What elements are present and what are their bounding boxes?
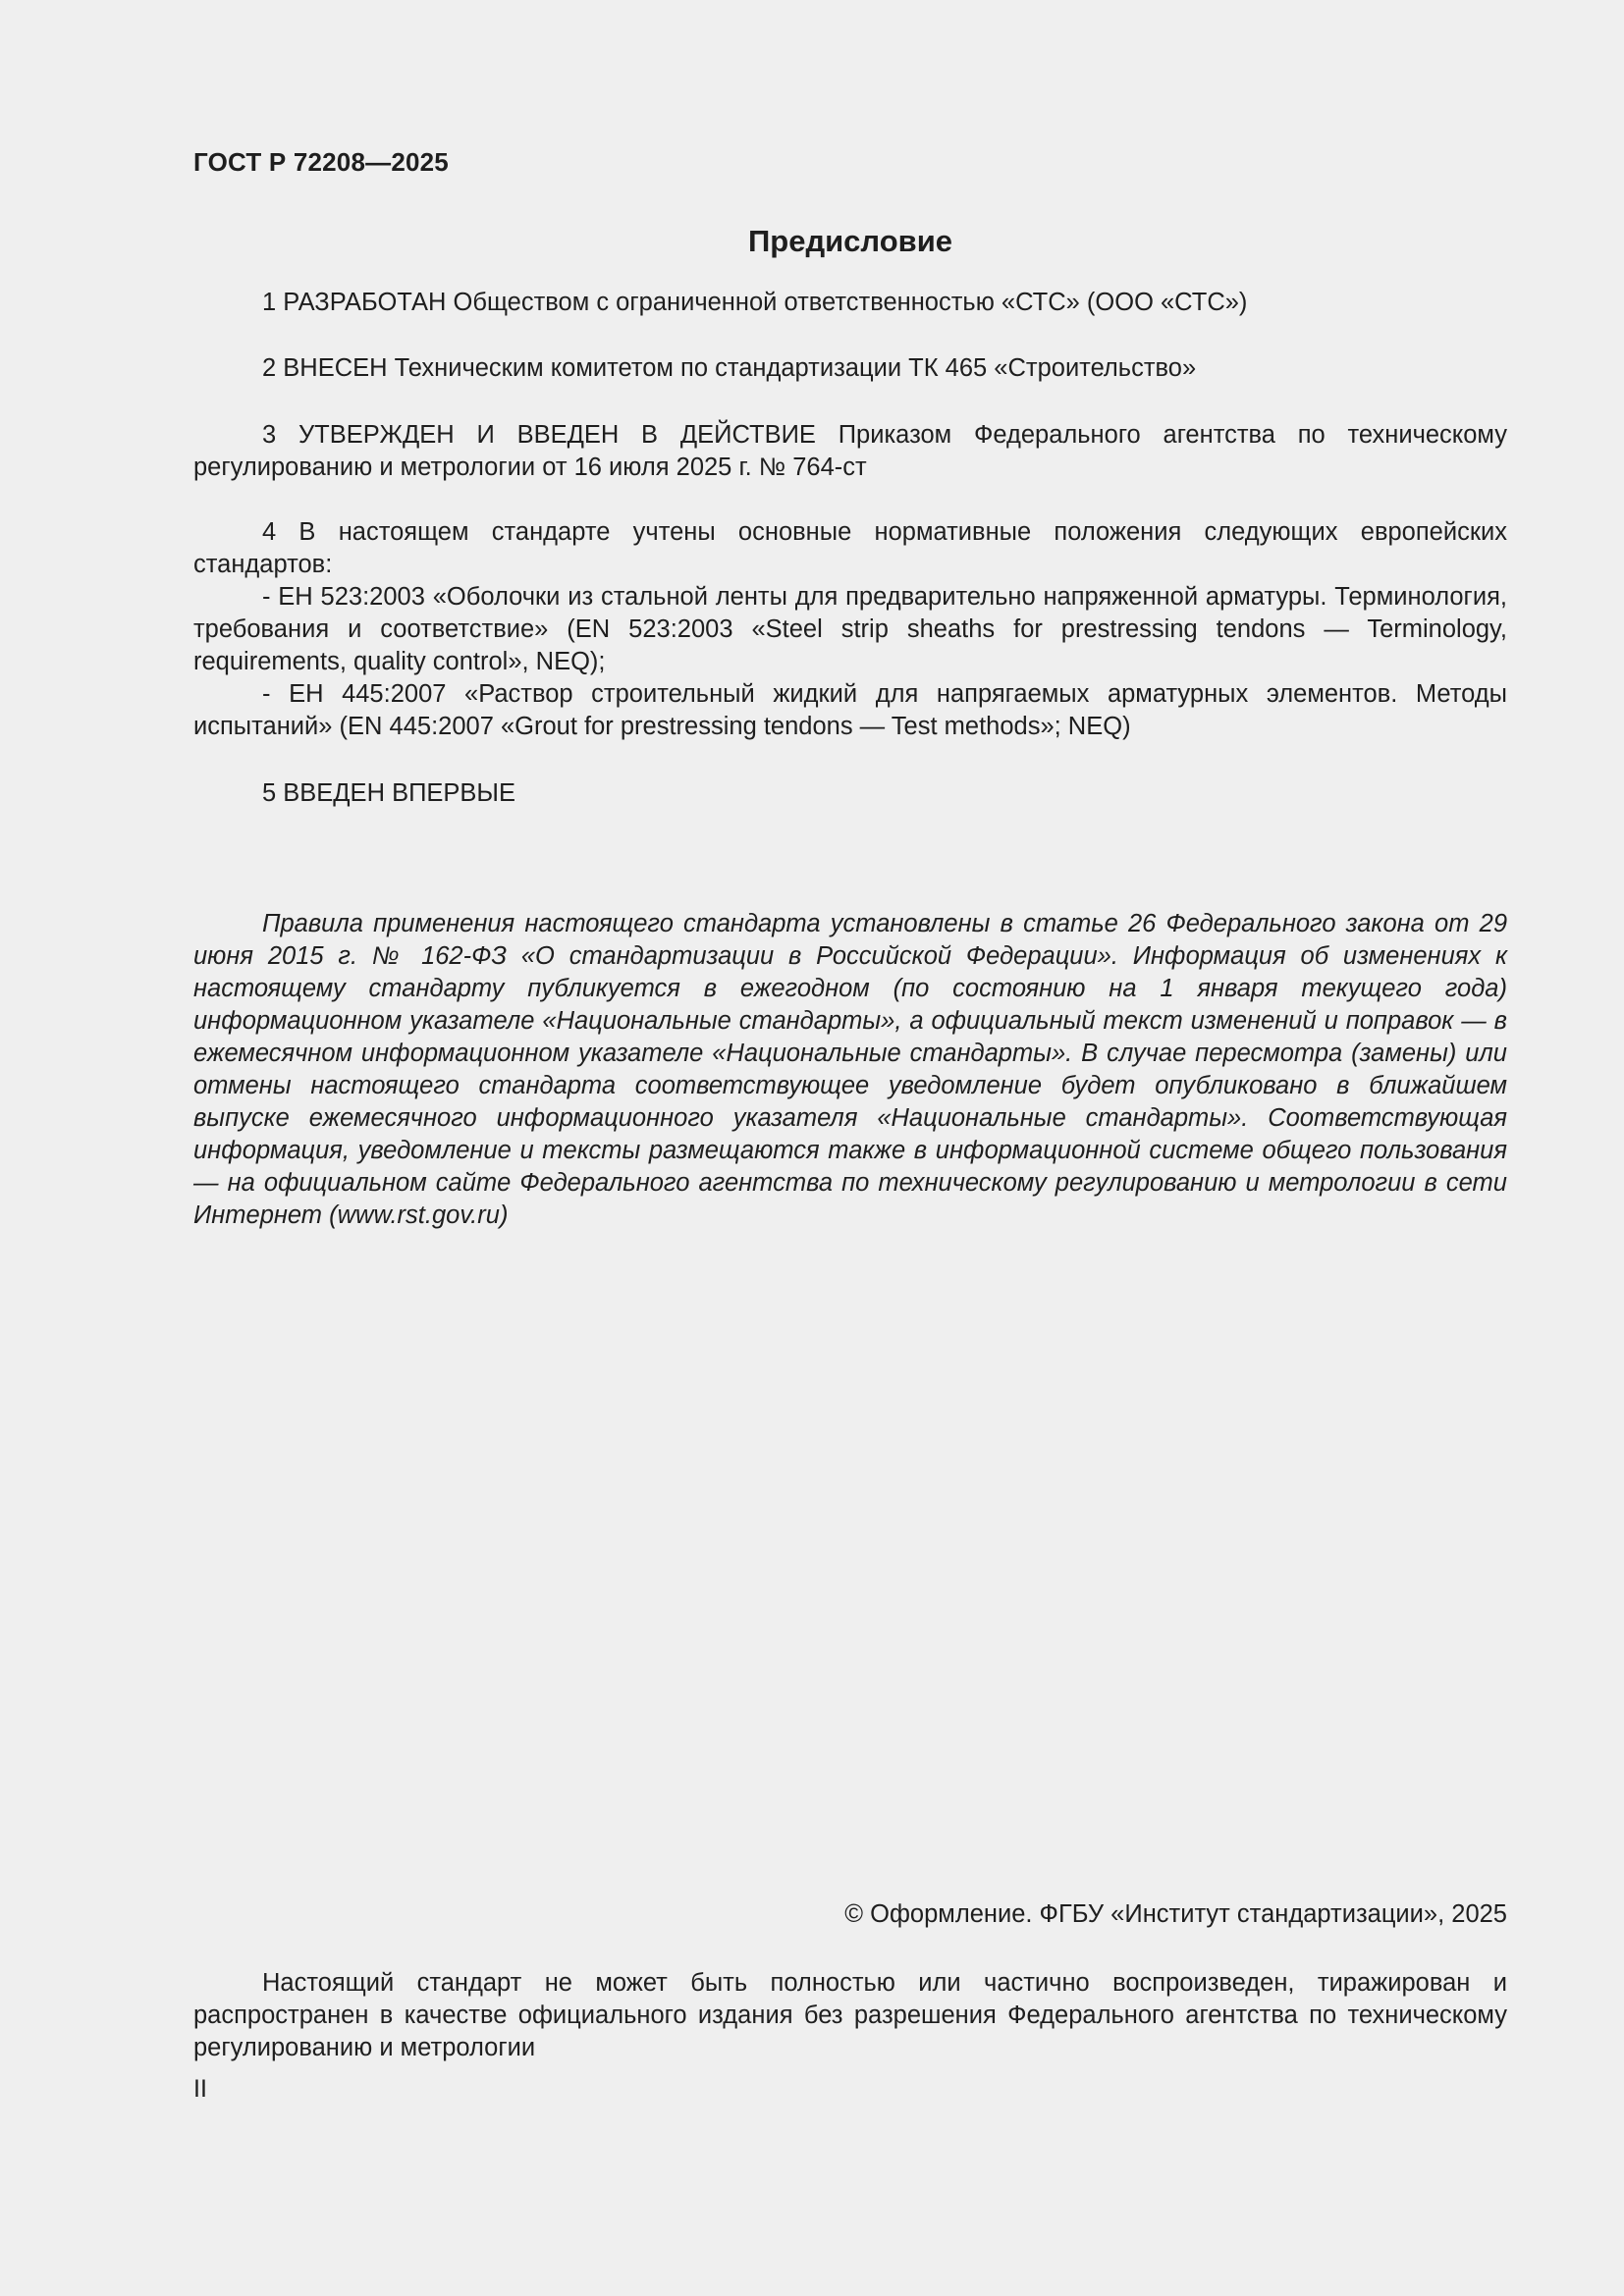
reproduction-notice: Настоящий стандарт не может быть полностью или частично воспроизведен, тиражирован и распространен в качестве официального издания без разрешения Федерального агентства по техническому регулированию и метрологии	[193, 1969, 1507, 2061]
foreword-item-4: 4 В настоящем стандарте учтены основные нормативные положения следующих европейских стандартов:	[193, 518, 1507, 578]
page-number: II	[193, 2075, 207, 2103]
standard-code: ГОСТ Р 72208—2025	[193, 147, 449, 177]
foreword-item-1: 1 РАЗРАБОТАН Обществом с ограниченной ответственностью «СТС» (ООО «СТС»)	[262, 289, 1248, 316]
foreword-item-5: 5 ВВЕДЕН ВПЕРВЫЕ	[262, 779, 516, 807]
copyright-line: © Оформление. ФГБУ «Институт стандартизации», 2025	[844, 1900, 1507, 1928]
foreword-item-2: 2 ВНЕСЕН Техническим комитетом по стандартизации ТК 465 «Строительство»	[262, 354, 1197, 382]
foreword-item-4-standard-1: - ЕН 523:2003 «Оболочки из стальной ленты для предварительно напряженной арматуры. Терминология, требования и соответствие» (EN 523:2003 «Steel strip sheaths for prestressing tendons — Terminology, requirements, quality control», NEQ);	[193, 583, 1507, 675]
rules-application-note: Правила применения настоящего стандарта установлены в статье 26 Федерального закона от 29 июня 2015 г. № 162-ФЗ «О стандартизации в Российской Федерации». Информация об изменениях к настоящему стандарту публикуется в ежегодном (по состоянию на 1 января текущего года) информационном указателе «Национальные стандарты», а официальный текст изменений и поправок — в ежемесячном информационном указателе «Национальные стандарты». В случае пересмотра (замены) или отмены настоящего стандарта соответствующее уведомление будет опубликовано в ближайшем выпуске ежемесячного информационного указателя «Национальные стандарты». Соответствующая информация, уведомление и тексты размещаются также в информационной системе общего пользования — на официальном сайте Федерального агентства по техническому регулированию и метрологии в сети Интернет (www.rst.gov.ru)	[193, 910, 1507, 1229]
foreword-item-3: 3 УТВЕРЖДЕН И ВВЕДЕН В ДЕЙСТВИЕ Приказом Федерального агентства по техническому регулированию и метрологии от 16 июля 2025 г. № 764-ст	[193, 421, 1507, 481]
section-title: Предисловие	[747, 224, 952, 258]
foreword-item-4-standard-2: - ЕН 445:2007 «Раствор строительный жидкий для напрягаемых арматурных элементов. Методы испытаний» (EN 445:2007 «Grout for prestressing tendons — Test methods»; NEQ)	[193, 680, 1507, 740]
